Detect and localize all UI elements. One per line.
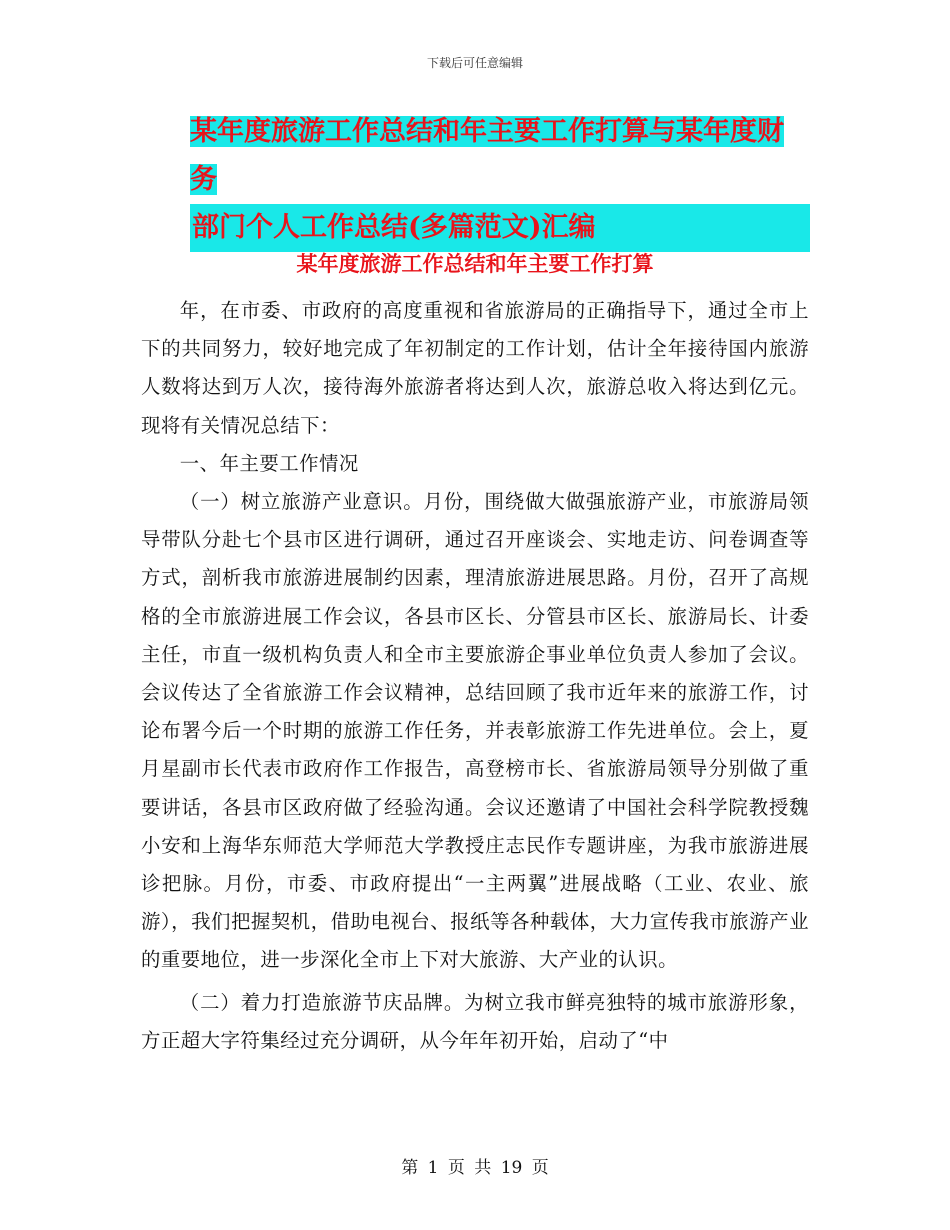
paragraph-intro: 年，在市委、市政府的高度重视和省旅游局的正确指导下，通过全市上下的共同努力，较好地完成了年初制定的工作计划，估计全年接待国内旅游人数将达到万人次，接待海外旅游者将达到人次，旅游总收入将达到亿元。现将有关情况总结下： <box>141 299 809 437</box>
title-line-2-text: 部门个人工作总结(多篇范文)汇编 <box>192 212 596 243</box>
document-body <box>141 292 809 1060</box>
header-note: 下载后可任意编辑 <box>426 56 523 70</box>
page-number-footer: 第 1 页 共 19 页 <box>401 1158 549 1178</box>
paragraph-item-2: （二）着力打造旅游节庆品牌。为树立我市鲜亮独特的城市旅游形象，方正超大字符集经过充分调研，从今年年初开始，启动了“中 <box>141 990 809 1052</box>
paragraph-heading-1: 一、年主要工作情况 <box>179 451 359 475</box>
title-line-2 <box>190 204 810 252</box>
document-title <box>190 108 810 252</box>
section-title: 某年度旅游工作总结和年主要工作打算 <box>296 251 654 276</box>
paragraph-item-1: （一）树立旅游产业意识。月份，围绕做大做强旅游产业，市旅游局领导带队分赴七个县市区进行调研，通过召开座谈会、实地走访、问卷调查等方式，剖析我市旅游进展制约因素，理清旅游进展思路。月份，召开了高规格的全市旅游进展工作会议，各县市区长、分管县市区长、旅游局长、计委主任，市直一级机构负责人和全市主要旅游企事业单位负责人参加了会议。会议传达了全省旅游工作会议精神，总结回顾了我市近年来的旅游工作，讨论布署今后一个时期的旅游工作任务，并表彰旅游工作先进单位。会上，夏月星副市长代表市政府作工作报告，高登榜市长、省旅游局领导分别做了重要讲话，各县市区政府做了经验沟通。会议还邀请了中国社会科学院教授魏小安和上海华东师范大学师范大学教授庄志民作专题讲座，为我市旅游进展诊把脉。月份，市委、市政府提出“一主两翼”进展战略（工业、农业、旅游），我们把握契机，借助电视台、报纸等各种载体，大力宣传我市旅游产业的重要地位，进一步深化全市上下对大旅游、大产业的认识。 <box>141 490 809 972</box>
title-line-1: 某年度旅游工作总结和年主要工作打算与某年度财务 <box>190 116 784 195</box>
